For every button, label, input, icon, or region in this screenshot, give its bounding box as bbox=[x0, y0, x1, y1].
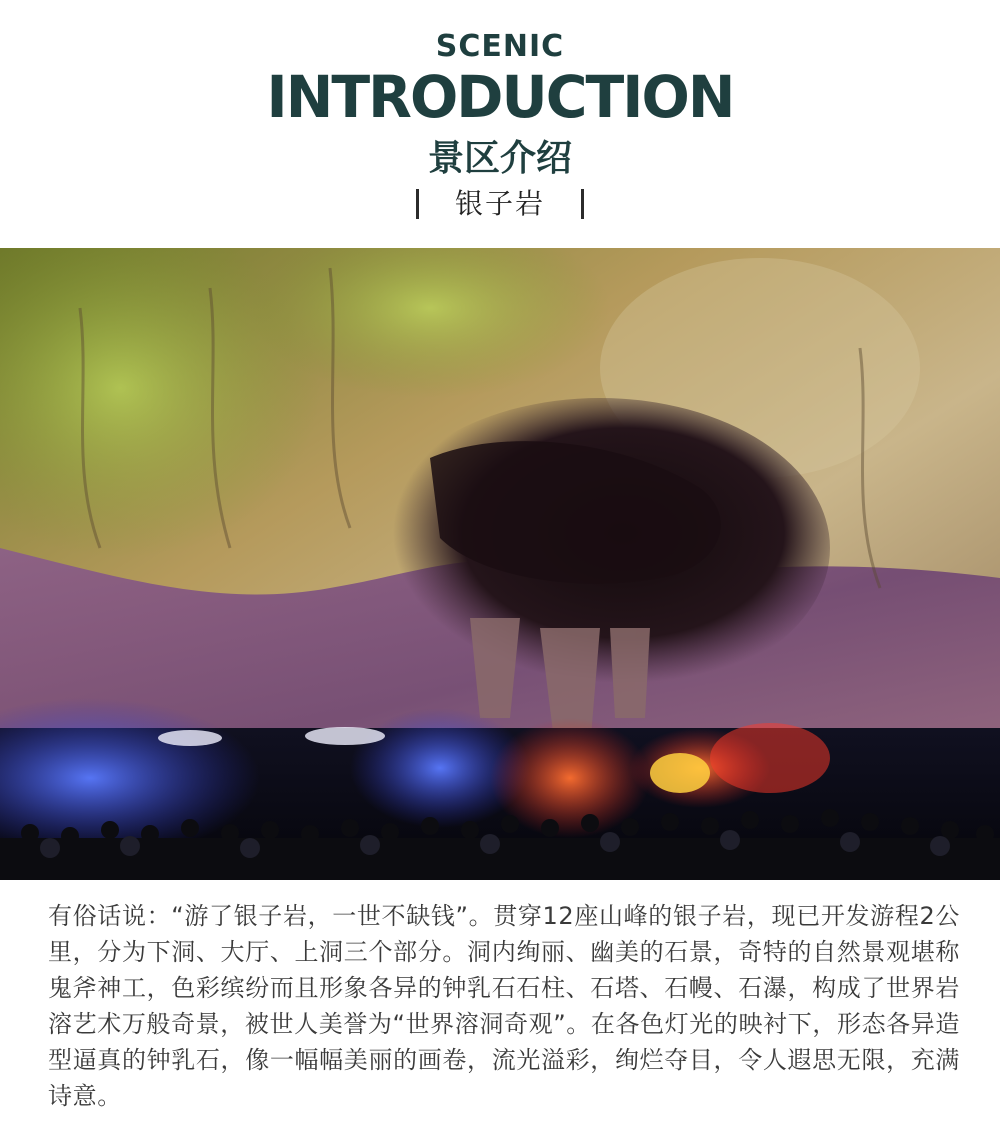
right-divider-bar bbox=[581, 189, 584, 219]
subtitle-text: 银子岩 bbox=[454, 187, 545, 220]
chinese-title: 景区介绍 bbox=[427, 138, 572, 179]
intro-paragraph: 有俗话说：“游了银子岩，一世不缺钱”。贯穿12座山峰的银子岩，现已开发游程2公里，分为下洞、大厅、上洞三个部分。洞内绚丽、幽美的石景，奇特的自然景观堪称鬼斧神工，色彩缤纷而且形象各异的钟乳石石柱、石塔、石幔、石瀑，构成了世界岩溶艺术万般奇景，被世人美誉为“世界溶洞奇观”。在各色灯光的映衬下，形态各异造型逼真的钟乳石，像一幅幅美丽的画卷，流光溢彩，绚烂夺目，令人遐思无限，充满诗意。 bbox=[48, 902, 960, 1110]
eyebrow-text: SCENIC bbox=[435, 29, 565, 64]
cave-photo bbox=[0, 248, 1000, 880]
header bbox=[0, 0, 1000, 248]
cave-illustration bbox=[0, 248, 1000, 880]
headline-text: INTRODUCTION bbox=[266, 63, 734, 131]
left-divider-bar bbox=[416, 189, 419, 219]
subtitle-row bbox=[0, 186, 1000, 222]
